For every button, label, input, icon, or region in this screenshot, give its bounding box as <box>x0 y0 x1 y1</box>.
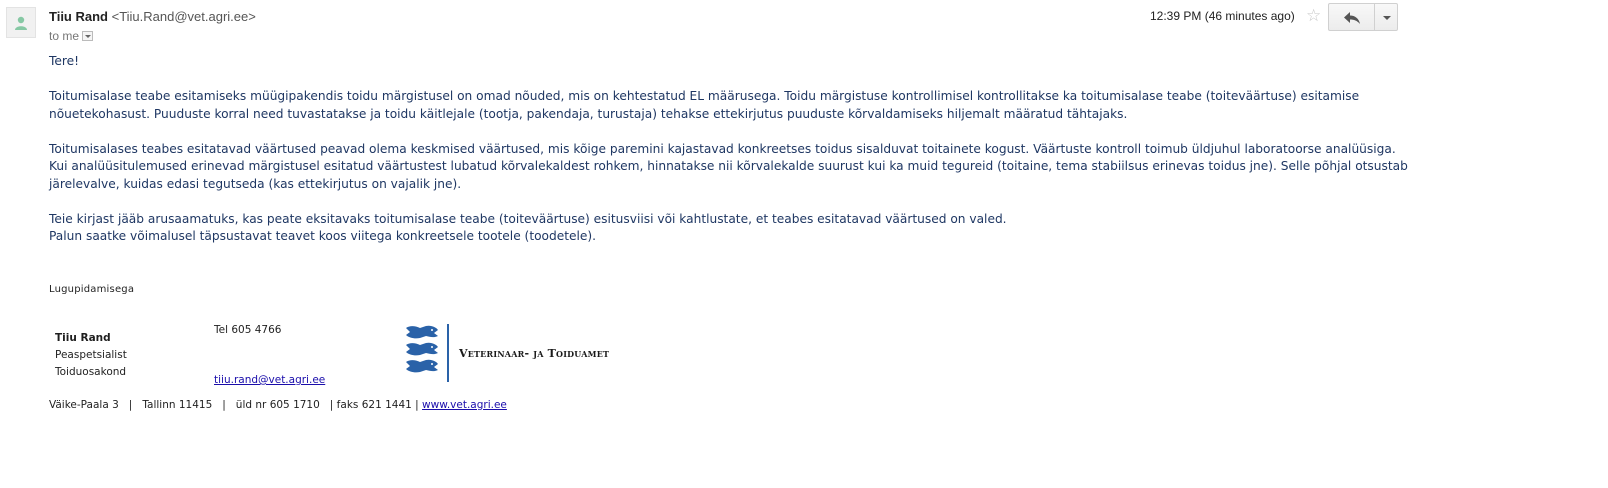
person-icon <box>14 16 28 30</box>
signature-name: Tiiu Rand <box>55 332 111 344</box>
website-link[interactable]: www.vet.agri.ee <box>422 399 507 411</box>
recipient-line <box>49 29 93 43</box>
closing: Lugupidamisega <box>49 284 135 295</box>
reply-arrow-icon <box>1344 12 1360 24</box>
more-actions-dropdown[interactable] <box>1374 3 1398 31</box>
body-paragraph-2: Toitumisalases teabes esitatavad väärtused peavad olema keskmised väärtused, mis kõige paremini kajastavad konkreetses toidus sisalduvat toitainete kogust. Väärtuste kontroll toimub üldjuhul laboratoorse analüüsiga. Kui analüüsitulemused erinevad märgistusel esitatud väärtustest lubatud kõrvalekaldest rohkem, hinnatakse nii kõrvalekalde suurust kui ka muid tegureid (toitaine, tema stabiilsus erinevas toidus jne). Selle põhjal otsustab järelevalve, kuidas edasi tegutseda (kas ettekirjutus on vajalik jne). <box>49 141 1408 191</box>
organization-name: Veterinaar- ja Toiduamet <box>459 347 610 360</box>
footer-address: Väike-Paala 3 | Tallinn 11415 | üld nr 605 1710 | faks 621 1441 | <box>49 399 423 411</box>
signature-email-link[interactable]: tiiu.rand@vet.agri.ee <box>214 374 326 386</box>
signature-title: Peaspetsialist <box>55 349 127 361</box>
body-paragraph-3: Teie kirjast jääb arusaamatuks, kas peate eksitavaks toitumisalase teabe (toiteväärtuse) esitusviisi või kahtlustate, et teabes esitatavad väärtused on valed. <box>49 211 1007 226</box>
recipient-details-dropdown[interactable] <box>82 31 93 41</box>
star-icon[interactable]: ☆ <box>1306 6 1322 25</box>
reply-button[interactable] <box>1328 3 1375 31</box>
greeting: Tere! <box>49 54 79 68</box>
sender-email: <Tiiu.Rand@vet.agri.ee> <box>111 9 256 24</box>
three-lions-coat-of-arms-icon <box>404 324 440 381</box>
sender-name[interactable]: Tiiu Rand <box>49 9 108 24</box>
logo-divider <box>447 324 449 382</box>
message-body <box>49 53 1409 246</box>
signature-department: Toiduosakond <box>55 366 127 378</box>
sender-line <box>49 9 256 24</box>
sender-avatar <box>6 7 36 38</box>
body-paragraph-4: Palun saatke võimalusel täpsustavat teavet koos viitega konkreetsele tootele (toodetele). <box>49 229 597 243</box>
signature-phone: Tel 605 4766 <box>214 324 282 336</box>
body-paragraph-1: Toitumisalase teabe esitamiseks müügipakendis toidu märgistusel on omad nõuded, mis on kehtestatud EL määrusega. Toidu märgistuse kontrollimisel kontrollitakse ka toitumisalase teabe (toiteväärtuse) esitamise nõuetekohasust. Puuduste korral need tuvastatakse ja toidu käitlejale (tootja, pakendaja, turustaja) tehakse ettekirjutus puuduste kõrvaldamiseks hiljemalt määratud tähtajaks. <box>49 89 1360 121</box>
message-timestamp: 12:39 PM (46 minutes ago) <box>1150 9 1295 23</box>
recipient-label: to me <box>49 29 80 43</box>
signature-footer <box>49 399 507 411</box>
